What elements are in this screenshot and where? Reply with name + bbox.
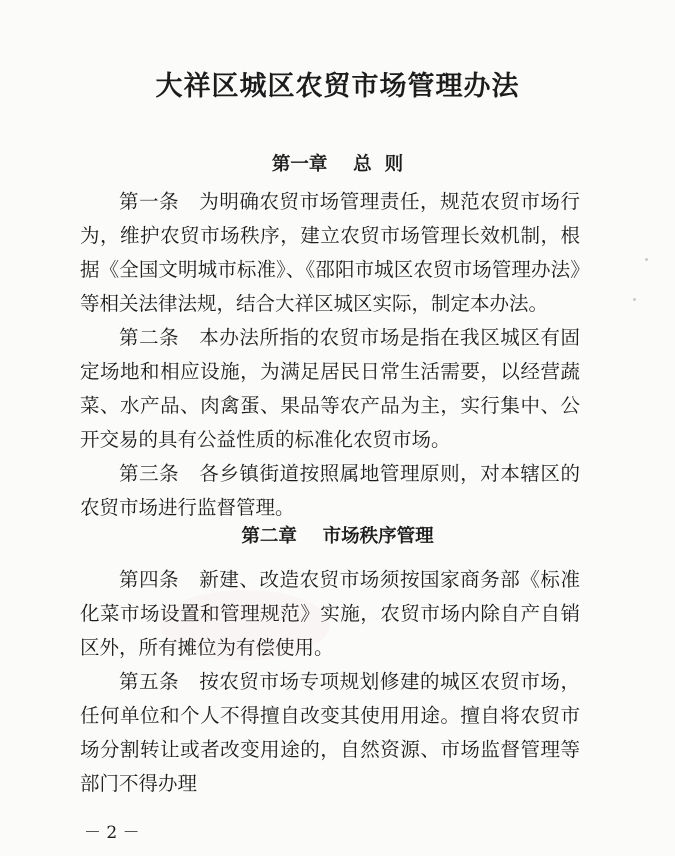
document-title: 大祥区城区农贸市场管理办法: [155, 71, 520, 102]
article-2: 第二条 本办法所指的农贸市场是指在我区城区有固定场地和相应设施，为满足居民日常生活需要，以经营蔬菜、水产品、肉禽蛋、果品等农产品为主，实行集中、公开交易的具有公益性质的标准化农贸市场。: [80, 326, 580, 451]
article-5: 第五条 按农贸市场专项规划修建的城区农贸市场，任何单位和个人不得擅自改变其使用用途。擅自将农贸市场分割转让或者改变用途的，自然资源、市场监督管理等部门不得办理: [80, 670, 580, 795]
article-1: 第一条 为明确农贸市场管理责任，规范农贸市场行为，维护农贸市场秩序，建立农贸市场管理长效机制，根据《全国文明城市标准》、《邵阳市城区农贸市场管理办法》等相关法律法规，结合大祥区城区实际，制定本办法。: [80, 190, 580, 315]
article-4: 第四条 新建、改造农贸市场须按国家商务部《标准化菜市场设置和管理规范》实施，农贸市场内除自产自销区外，所有摊位为有偿使用。: [80, 568, 580, 659]
chapter-heading-1: 第一章 总 则: [271, 154, 404, 175]
page-number: － 2 －: [84, 823, 140, 843]
scan-speck: [633, 298, 636, 301]
article-3: 第三条 各乡镇街道按照属地管理原则，对本辖区的农贸市场进行监督管理。: [80, 462, 580, 519]
scan-speck: [645, 258, 648, 261]
chapter-heading-2: 第二章 市场秩序管理: [241, 526, 434, 547]
